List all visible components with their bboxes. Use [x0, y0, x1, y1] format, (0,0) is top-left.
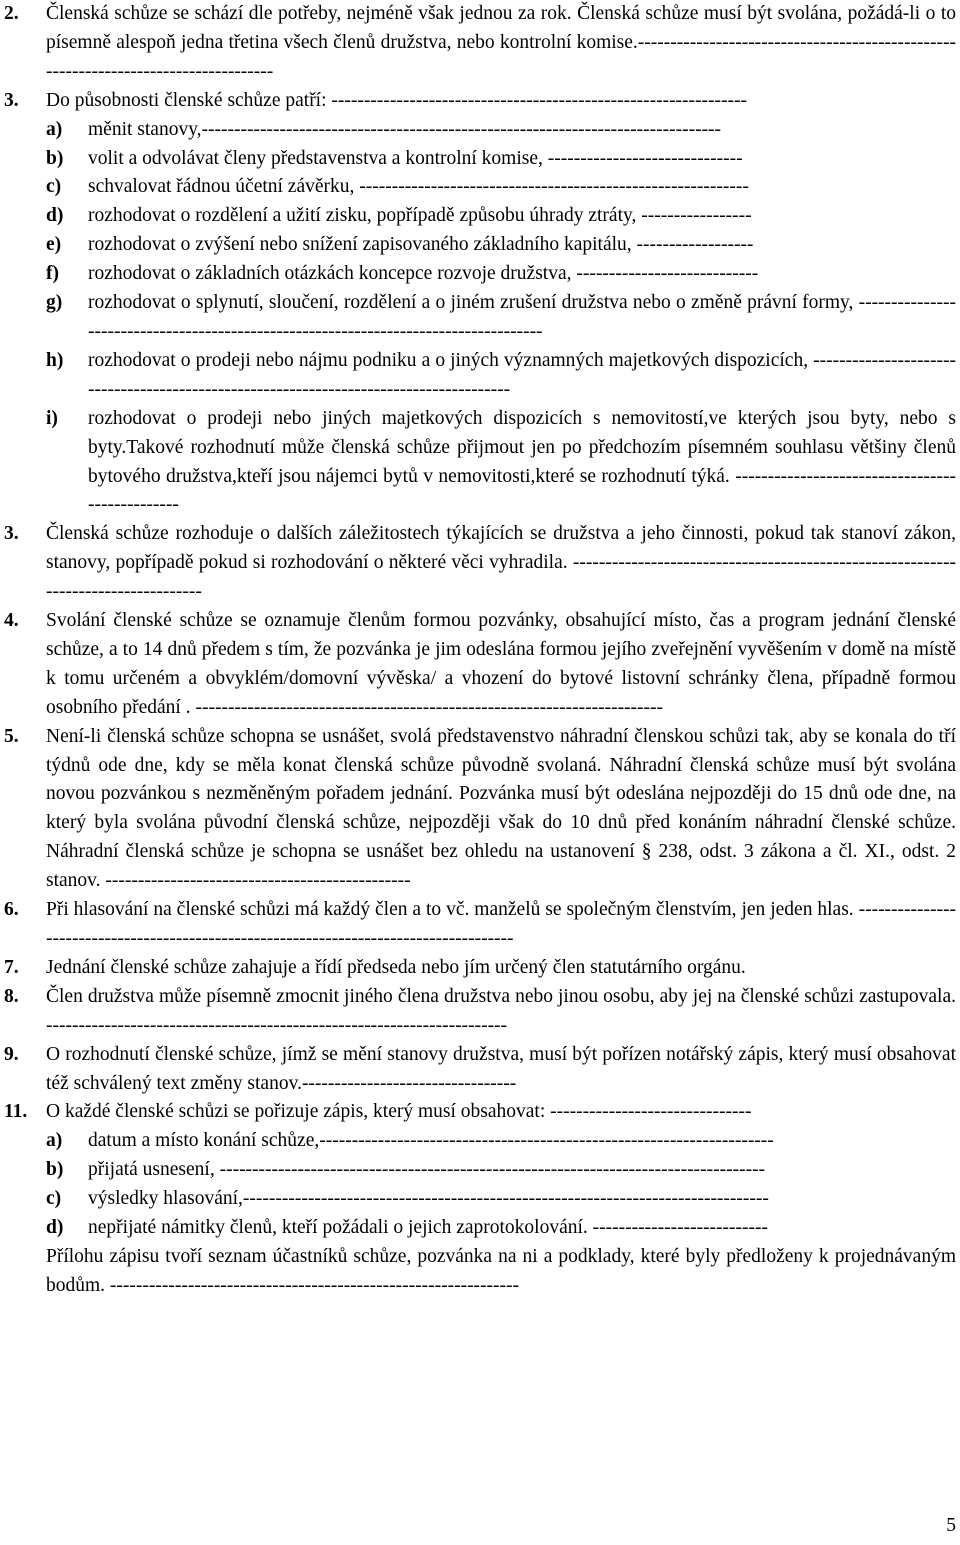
paragraph-item — [4, 520, 956, 607]
item-number: 9. — [4, 1043, 19, 1065]
sub-list-item — [46, 260, 956, 289]
sub-item-text: rozhodovat o rozdělení a užití zisku, popřípadě způsobu úhrady ztráty, ----------------- — [88, 205, 752, 227]
item-number: 6. — [4, 899, 19, 921]
sub-item-letter: d) — [46, 1217, 64, 1239]
sub-list-item — [46, 231, 956, 260]
sub-item-text: rozhodovat o prodeji nebo jiných majetkových dispozicích s nemovitostí,ve kterých jsou byty, nebo s byty.Takové rozhodnutí může členská schůze přijmout jen po předchozím písemném souhlasu většiny členů bytového družstva,kteří jsou nájemci bytů v nemovitosti,které se rozhodnutí týká. ------------------------------------------------ — [88, 407, 956, 516]
sub-item-text: rozhodovat o splynutí, sloučení, rozdělení a o jiném zrušení družstva nebo o změně právní formy, ------------------------------------------------------------------------------------- — [88, 292, 956, 342]
item-number: 3. — [4, 523, 19, 545]
item-text: O každé členské schůzi se pořizuje zápis, který musí obsahovat: ------------------------------- — [46, 1101, 752, 1123]
item-text: O rozhodnutí členské schůze, jímž se mění stanovy družstva, musí být pořízen notářský zápis, který musí obsahovat též schválený text změny stanov.--------------------------------- — [46, 1043, 956, 1094]
sub-item-letter: i) — [46, 407, 58, 429]
sub-item-text: výsledky hlasování,--------------------------------------------------------------------------------- — [88, 1188, 769, 1210]
sub-list-item — [46, 1185, 956, 1214]
item-text: Členská schůze rozhoduje o dalších záležitostech týkajících se družstva a jeho činnosti, pokud tak stanoví zákon, stanovy, popřípadě pokud si rozhodování o některé věci vyhradila. ----------------------------------------------------------------------------------- — [46, 523, 956, 603]
item-text: Při hlasování na členské schůzi má každý člen a to vč. manželů se společným členstvím, jen jeden hlas. --------------------------------------------------------------------------------------- — [46, 899, 956, 949]
sub-item-letter: d) — [46, 205, 64, 227]
paragraph-item — [4, 1098, 956, 1127]
sub-item-text: rozhodovat o zvýšení nebo snížení zapisovaného základního kapitálu, ------------------ — [88, 234, 754, 256]
sub-item-text: datum a místo konání schůze,---------------------------------------------------------------------- — [88, 1130, 774, 1152]
sub-item-letter: a) — [46, 118, 63, 140]
sub-item-text: měnit stanovy,-------------------------------------------------------------------------------- — [88, 118, 722, 140]
sub-list-item — [46, 1127, 956, 1156]
sub-list-item — [46, 1214, 956, 1243]
sub-item-letter: f) — [46, 263, 59, 285]
paragraph-item — [4, 983, 956, 1041]
sub-list-item — [46, 405, 956, 521]
sub-item-letter: h) — [46, 349, 64, 371]
sub-item-letter: c) — [46, 176, 62, 198]
sub-item-letter: g) — [46, 292, 63, 314]
sub-list-item — [46, 347, 956, 405]
sub-item-text: nepřijaté námitky členů, kteří požádali o jejich zaprotokolování. --------------------------- — [88, 1217, 768, 1239]
document-page — [4, 0, 956, 1301]
sub-item-text: schvalovat řádnou účetní závěrku, ------------------------------------------------------------ — [88, 176, 749, 198]
item-number: 2. — [4, 3, 19, 24]
item-text: Není-li členská schůze schopna se usnášet, svolá představenstvo náhradní členskou schůzi tak, aby se konala do tří týdnů ode dne, kdy se měla konat členská schůze původně svolaná. Náhradní členská schůze musí být svolána novou pozvánkou s nezměněným pořadem jednání. Pozvánka musí být odeslána nejpozději do 15 dnů ode dne, na který byla svolána původní členská schůze, nejpozději však do 10 dnů před konáním náhradní členské schůze. Náhradní členská schůze je schopna se usnášet bez ohledu na ustanovení § 238, odst. 3 zákona a čl. XI., odst. 2 stanov. ----------------------------------------------- — [46, 725, 956, 892]
sub-item-letter: a) — [46, 1130, 63, 1152]
closing-paragraph: Přílohu zápisu tvoří seznam účastníků schůze, pozvánka na ni a podklady, které byly předloženy k projednávaným bodům. --------------------------------------------------------------- — [46, 1245, 956, 1296]
item-text: Jednání členské schůze zahajuje a řídí předseda nebo jím určený člen statutárního orgánu. — [46, 956, 746, 978]
sub-item-text: volit a odvolávat členy představenstva a kontrolní komise, ------------------------------ — [88, 147, 743, 169]
sub-list-item — [46, 145, 956, 174]
sub-item-letter: b) — [46, 1159, 64, 1181]
item-number: 3. — [4, 89, 19, 111]
item-number: 4. — [4, 610, 19, 632]
item-number: 11. — [4, 1101, 28, 1123]
sub-list-item — [46, 173, 956, 202]
paragraph-item — [4, 87, 956, 116]
sub-list-item — [46, 116, 956, 145]
sub-list-powers — [4, 116, 956, 521]
sub-item-letter: c) — [46, 1188, 62, 1210]
sub-item-letter: b) — [46, 147, 64, 169]
item-text: Svolání členské schůze se oznamuje členům formou pozvánky, obsahující místo, čas a program jednání členské schůze, a to 14 dnů předem s tím, že pozvánka je jim odeslána formou jejího zveřejnění vyvěšením v domě na místě k tomu určeném a obvyklém/domovní vývěska/ a vhození do bytové listovní schránky člena, případně formou osobního předání . ------------------------------------------------------------------------ — [46, 610, 956, 718]
sub-list-minutes — [4, 1127, 956, 1243]
item-text: Člen družstva může písemně zmocnit jiného člena družstva nebo jinou osobu, aby jej na členské schůzi zastupovala. ----------------------------------------------------------------------- — [46, 985, 956, 1036]
item-text: Do působnosti členské schůze patří: ---------------------------------------------------------------- — [46, 89, 747, 111]
item-number: 5. — [4, 725, 19, 747]
page-number: 5 — [946, 1515, 956, 1536]
paragraph-item — [4, 896, 956, 954]
sub-list-item — [46, 1156, 956, 1185]
sub-item-text: rozhodovat o základních otázkách koncepce rozvoje družstva, ---------------------------- — [88, 263, 759, 285]
sub-item-text: rozhodovat o prodeji nebo nájmu podniku a o jiných významných majetkových dispozicích, --------------------------------------------------------------------------------------- — [88, 349, 956, 400]
sub-item-letter: e) — [46, 234, 62, 256]
sub-item-text: přijatá usnesení, ------------------------------------------------------------------------------------ — [88, 1159, 766, 1181]
paragraph-item — [4, 0, 956, 87]
item-text: Členská schůze se schází dle potřeby, nejméně však jednou za rok. Členská schůze musí být svolána, požádá-li o to písemně alespoň jedna třetina všech členů družstva, nebo kontrolní komise.------------------------------------------------------------------------------------ — [46, 3, 956, 82]
paragraph-item — [4, 1041, 956, 1099]
paragraph-item — [4, 723, 956, 896]
item-number: 8. — [4, 985, 19, 1007]
item-number: 7. — [4, 956, 19, 978]
paragraph-item — [4, 954, 956, 983]
sub-list-item — [46, 289, 956, 347]
sub-list-item — [46, 202, 956, 231]
paragraph-item — [4, 607, 956, 723]
